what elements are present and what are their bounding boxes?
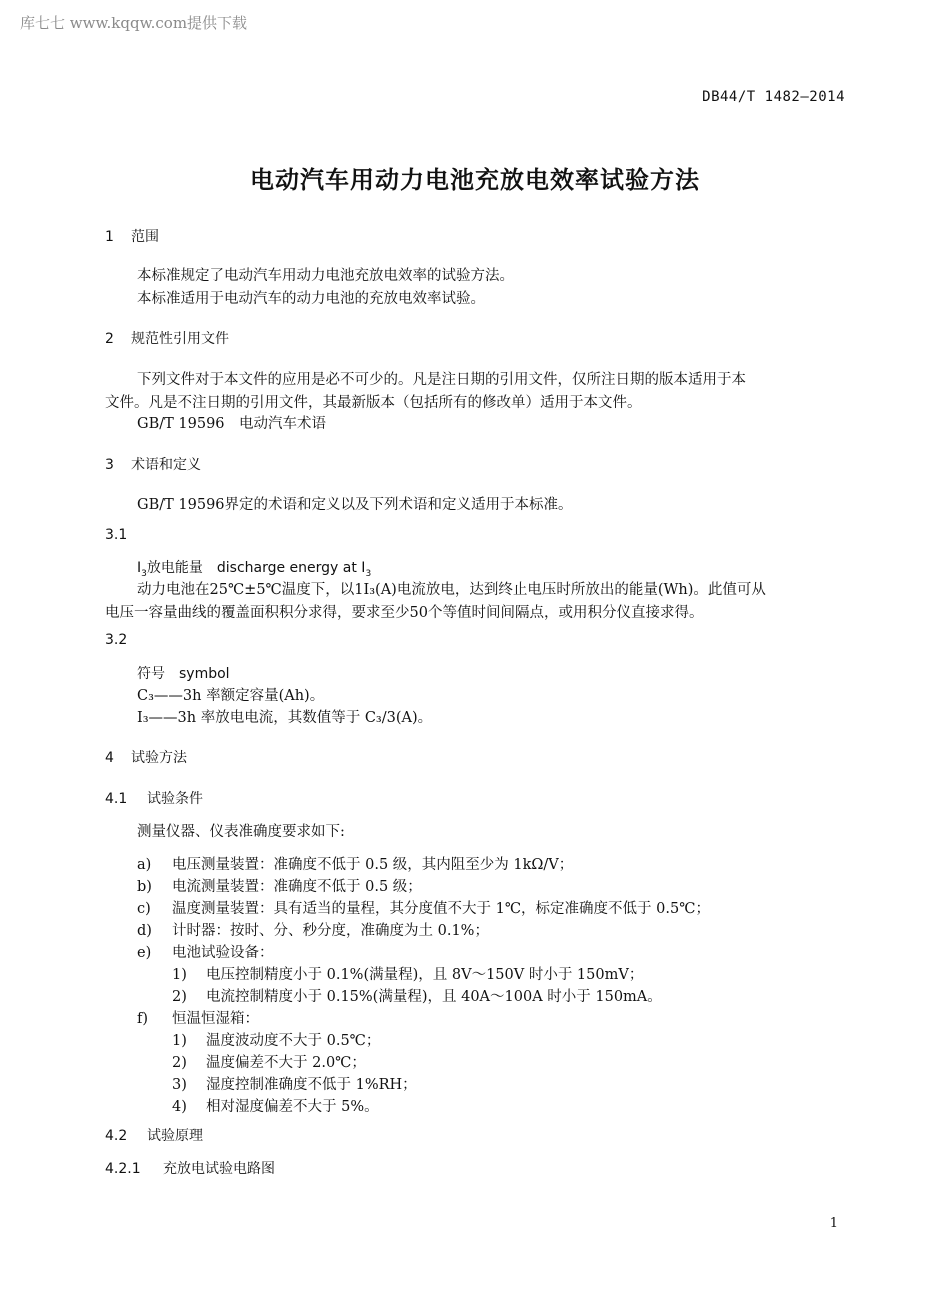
section-title: 试验方法 [131, 750, 187, 766]
term-heading: 符号 symbol [137, 666, 230, 682]
list-marker: 2) [172, 1055, 187, 1071]
term-text: 放电能量 discharge energy at I [146, 560, 366, 576]
section-number: 2 [105, 331, 114, 347]
list-marker: 1) [172, 967, 187, 983]
section-title: 试验条件 [147, 791, 203, 807]
section-number: 4.1 [105, 791, 128, 807]
list-text: 电压测量装置：准确度不低于 0.5 级，其内阻至少为 1kΩ/V； [172, 857, 574, 873]
list-text: 电池试验设备： [172, 945, 274, 961]
list-text: 温度测量装置：具有适当的量程，其分度值不大于 1℃，标定准确度不低于 0.5℃； [172, 901, 710, 917]
definition: 电压一容量曲线的覆盖面积积分求得，要求至少50个等值时间间隔点，或用积分仪直接求得。 [105, 605, 704, 621]
list-text: 电流测量装置：准确度不低于 0.5 级； [172, 879, 422, 895]
section-number: 4.2.1 [105, 1161, 141, 1177]
section-number: 3 [105, 457, 114, 473]
list-item [172, 1073, 417, 1094]
section-4-heading [105, 747, 187, 767]
paragraph: 下列文件对于本文件的应用是必不可少的。凡是注日期的引用文件，仅所注日期的版本适用于本 [137, 372, 746, 388]
paragraph: 文件。凡是不注日期的引用文件，其最新版本（包括所有的修改单）适用于本文件。 [105, 395, 642, 411]
section-title: 术语和定义 [131, 457, 201, 473]
list-item [137, 897, 710, 918]
section-3-heading [105, 454, 201, 474]
list-marker: 1) [172, 1033, 187, 1049]
list-marker: 3) [172, 1077, 187, 1093]
list-text: 温度偏差不大于 2.0℃； [206, 1055, 366, 1071]
page-number: 1 [829, 1216, 838, 1231]
list-item [172, 1029, 380, 1050]
list-marker: f) [137, 1011, 149, 1027]
term-subscript: 3 [365, 568, 372, 579]
term-symbol: I [137, 560, 142, 576]
list-item [137, 941, 274, 962]
section-2-heading [105, 328, 229, 348]
list-text: 温度波动度不大于 0.5℃； [206, 1033, 381, 1049]
symbol-definition: C₃——3h 率额定容量(Ah)。 [137, 688, 325, 704]
list-text: 电压控制精度小于 0.1%(满量程)，且 8V～150V 时小于 150mV； [206, 967, 644, 983]
list-marker: a) [137, 857, 152, 873]
term-heading [137, 557, 371, 579]
list-marker: e) [137, 945, 152, 961]
list-text: 湿度控制准确度不低于 1%RH； [206, 1077, 417, 1093]
paragraph: 测量仪器、仪表准确度要求如下: [137, 824, 345, 840]
list-text: 电流控制精度小于 0.15%(满量程)，且 40A～100A 时小于 150mA。 [206, 989, 662, 1005]
section-title: 充放电试验电路图 [163, 1161, 275, 1177]
list-item [172, 985, 662, 1006]
clause-number: 3.2 [105, 632, 128, 648]
paragraph: 本标准适用于电动汽车的动力电池的充放电效率试验。 [137, 291, 485, 307]
section-number: 1 [105, 229, 114, 245]
section-1-heading [105, 226, 159, 246]
symbol-definition: I₃——3h 率放电电流，其数值等于 C₃/3(A)。 [137, 710, 433, 726]
list-text: 恒温恒湿箱： [172, 1011, 259, 1027]
list-item [137, 1007, 259, 1028]
subsection-4-1-heading [105, 788, 203, 808]
paragraph: GB/T 19596界定的术语和定义以及下列术语和定义适用于本标准。 [137, 497, 573, 513]
list-marker: d) [137, 923, 152, 939]
section-number: 4.2 [105, 1128, 128, 1144]
document-number: DB44/T 1482—2014 [702, 89, 845, 105]
paragraph: 本标准规定了电动汽车用动力电池充放电效率的试验方法。 [137, 268, 514, 284]
list-item [172, 1051, 366, 1072]
subsection-4-2-heading [105, 1125, 203, 1145]
document-title: 电动汽车用动力电池充放电效率试验方法 [250, 166, 700, 194]
list-text: 相对湿度偏差不大于 5%。 [206, 1099, 379, 1115]
section-title: 范围 [131, 229, 159, 245]
list-item [172, 963, 643, 984]
term-subscript: 3 [141, 568, 147, 579]
definition: 动力电池在25℃±5℃温度下，以1I₃(A)电流放电，达到终止电压时所放出的能量(Wh)。此值可从 [137, 582, 766, 598]
list-item [172, 1095, 379, 1116]
list-item [137, 875, 422, 896]
reference-item: GB/T 19596 电动汽车术语 [137, 416, 327, 432]
list-item [137, 853, 573, 874]
section-number: 4 [105, 750, 114, 766]
clause-number: 3.1 [105, 527, 128, 543]
list-marker: 4) [172, 1099, 187, 1115]
section-title: 试验原理 [147, 1128, 203, 1144]
list-marker: c) [137, 901, 151, 917]
list-item [137, 919, 489, 940]
section-title: 规范性引用文件 [131, 331, 229, 347]
list-marker: 2) [172, 989, 187, 1005]
subsection-4-2-1-heading [105, 1158, 275, 1178]
list-text: 计时器：按时、分、秒分度，准确度为土 0.1%； [172, 923, 489, 939]
watermark: 库七七 www.kqqw.com提供下载 [20, 14, 248, 32]
list-marker: b) [137, 879, 152, 895]
